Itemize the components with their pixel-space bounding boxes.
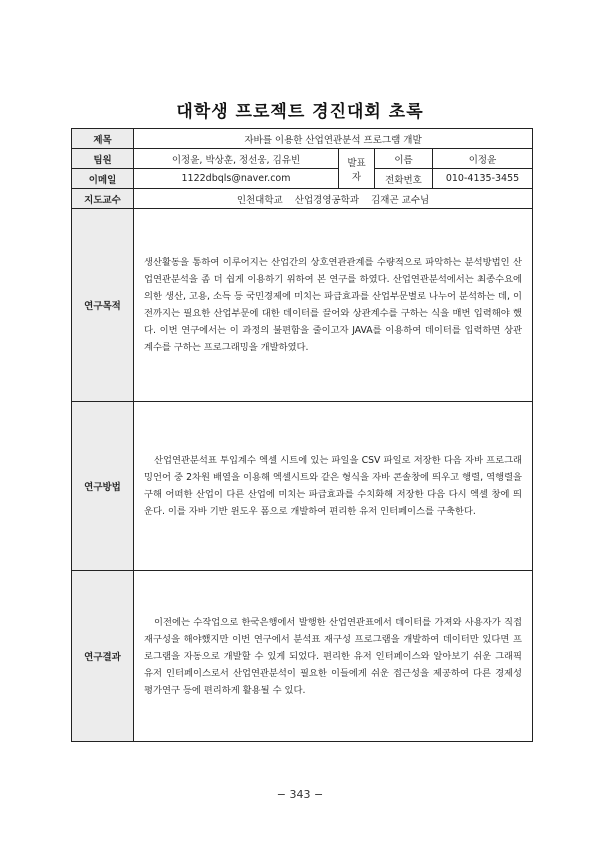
method-label: 연구방법 [72,402,134,571]
purpose-label: 연구목적 [72,209,134,402]
result-row [72,571,533,742]
page-number: − 343 − [276,788,324,801]
method-row [72,402,533,571]
result-label: 연구결과 [72,571,134,742]
email-label: 이메일 [72,169,134,189]
subject-row [72,129,533,149]
presenter-phone-label: 전화번호 [375,169,433,189]
team-value: 이정윤, 박상훈, 정선웅, 김유빈 [134,149,339,169]
team-row [72,149,533,169]
presenter-label: 발표자 [339,149,375,189]
email-value: 1122dbqls@naver.com [134,169,339,189]
email-row [72,169,533,189]
purpose-row [72,209,533,402]
advisor-row [72,189,533,209]
presenter-name-value: 이정윤 [433,149,533,169]
team-label: 팀원 [72,149,134,169]
page-title: 대학생 프로젝트 경진대회 초록 [176,102,424,122]
presenter-phone-value: 010-4135-3455 [433,169,533,189]
subject-label: 제목 [72,129,134,149]
method-text: 산업연관분석표 투입계수 엑셀 시트에 있는 파일을 CSV 파일로 저장한 다음 자바 프로그래밍언어 중 2차원 배열을 이용해 엑셀시트와 같은 형식을 자바 콘솔창에 띄우고 행렬, 역행렬을 구해 어떠한 산업이 다른 산업에 미치는 파급효과를 수치화해 저장한 다음 다시 엑셀 창에 띄운다. 이를 자바 기반 윈도우 폼으로 개발하여 편리한 유저 인터페이스를 구축한다. [144,455,523,517]
result-text: 이전에는 수작업으로 한국은행에서 발행한 산업연관표에서 데이터를 가져와 사용자가 직접 재구성을 해야했지만 이번 연구에서 분석표 재구성 프로그램을 개발하여 데이터만 있다면 프로그램을 자동으로 개발할 수 있게 되었다. 편리한 유저 인터페이스와 알아보기 쉬운 그래픽 유저 인터페이스로서 산업연관분석이 필요한 이들에게 쉬운 접근성을 제공하여 다른 경제성 평가연구 등에 편리하게 활용될 수 있다. [144,616,523,696]
advisor-value: 인천대학교 산업경영공학과 김재곤 교수님 [134,189,533,209]
presenter-name-label: 이름 [375,149,433,169]
advisor-label: 지도교수 [72,189,134,209]
purpose-text: 생산활동을 통하여 이루어지는 산업간의 상호연관관계를 수량적으로 파악하는 분석방법인 산업연관분석을 좀 더 쉽게 이용하기 위하여 본 연구를 하였다. 산업연관분석에서는 최종수요에 의한 생산, 고용, 소득 등 국민경제에 미치는 파급효과를 산업부문별로 나누어 분석하는 데, 이전까지는 필요한 산업부문에 대한 데이터를 끌어와 상관계수를 구하는 식을 매번 입력해야 했다. 이번 연구에서는 이 과정의 불편함을 줄이고자 JAVA를 이용하여 데이터를 입력하면 상관계수를 구하는 프로그래밍을 개발하였다. [144,257,523,353]
abstract-form-table [71,128,533,742]
subject-value: 자바를 이용한 산업연관분석 프로그램 개발 [134,129,533,149]
